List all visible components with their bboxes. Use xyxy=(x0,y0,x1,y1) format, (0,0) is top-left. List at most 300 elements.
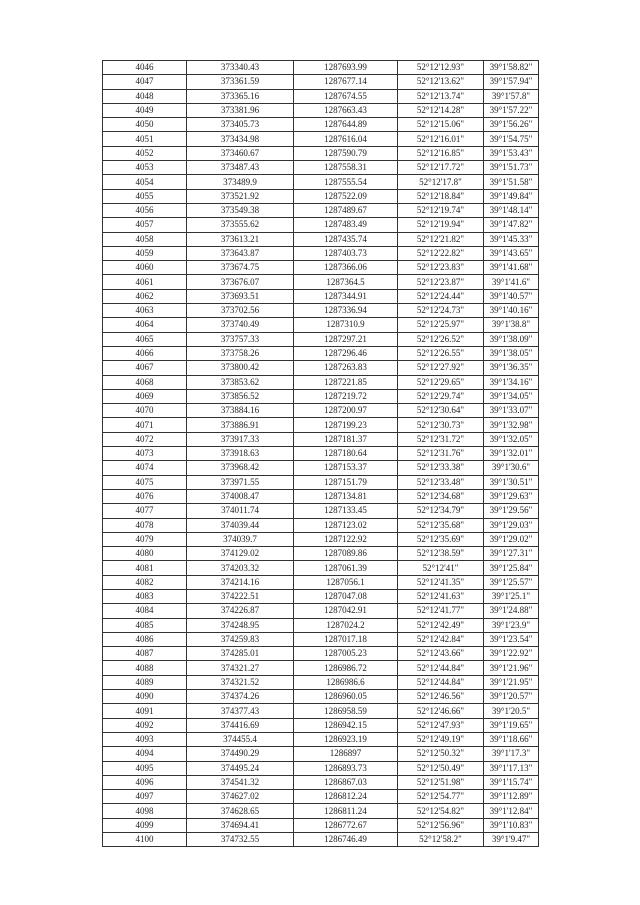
latitude-cell: 52°12'19.94" xyxy=(398,218,484,232)
table-row xyxy=(103,747,539,761)
y-coordinate-cell: 1286811.24 xyxy=(294,804,398,818)
x-coordinate-cell: 374008.47 xyxy=(187,489,294,503)
x-coordinate-cell: 374259.83 xyxy=(187,632,294,646)
x-coordinate-cell: 373693.51 xyxy=(187,289,294,303)
table-row xyxy=(103,761,539,775)
x-coordinate-cell: 374732.55 xyxy=(187,833,294,847)
table-row xyxy=(103,275,539,289)
latitude-cell: 52°12'22.82" xyxy=(398,246,484,260)
table-row xyxy=(103,632,539,646)
table-row xyxy=(103,618,539,632)
point-number-cell: 4076 xyxy=(103,489,187,503)
x-coordinate-cell: 373460.67 xyxy=(187,146,294,160)
table-row xyxy=(103,589,539,603)
point-number-cell: 4065 xyxy=(103,332,187,346)
table-row xyxy=(103,833,539,847)
table-row xyxy=(103,432,539,446)
x-coordinate-cell: 373381.96 xyxy=(187,103,294,117)
longitude-cell: 39°1'48.14" xyxy=(484,203,539,217)
longitude-cell: 39°1'58.82" xyxy=(484,61,539,75)
point-number-cell: 4074 xyxy=(103,461,187,475)
longitude-cell: 39°1'21.95" xyxy=(484,675,539,689)
y-coordinate-cell: 1286986.6 xyxy=(294,675,398,689)
latitude-cell: 52°12'44.84" xyxy=(398,675,484,689)
point-number-cell: 4055 xyxy=(103,189,187,203)
latitude-cell: 52°12'42.49" xyxy=(398,618,484,632)
longitude-cell: 39°1'17.13" xyxy=(484,761,539,775)
point-number-cell: 4046 xyxy=(103,61,187,75)
latitude-cell: 52°12'16.01" xyxy=(398,132,484,146)
point-number-cell: 4082 xyxy=(103,575,187,589)
y-coordinate-cell: 1287263.83 xyxy=(294,361,398,375)
longitude-cell: 39°1'20.57" xyxy=(484,690,539,704)
point-number-cell: 4094 xyxy=(103,747,187,761)
longitude-cell: 39°1'34.05" xyxy=(484,389,539,403)
x-coordinate-cell: 374039.7 xyxy=(187,532,294,546)
longitude-cell: 39°1'27.31" xyxy=(484,547,539,561)
point-number-cell: 4068 xyxy=(103,375,187,389)
point-number-cell: 4086 xyxy=(103,632,187,646)
latitude-cell: 52°12'33.48" xyxy=(398,475,484,489)
latitude-cell: 52°12'24.44" xyxy=(398,289,484,303)
point-number-cell: 4081 xyxy=(103,561,187,575)
y-coordinate-cell: 1287297.21 xyxy=(294,332,398,346)
longitude-cell: 39°1'29.56" xyxy=(484,504,539,518)
longitude-cell: 39°1'22.92" xyxy=(484,647,539,661)
x-coordinate-cell: 374011.74 xyxy=(187,504,294,518)
table-row xyxy=(103,146,539,160)
table-row xyxy=(103,690,539,704)
x-coordinate-cell: 373643.87 xyxy=(187,246,294,260)
y-coordinate-cell: 1287677.14 xyxy=(294,75,398,89)
y-coordinate-cell: 1286746.49 xyxy=(294,833,398,847)
table-row xyxy=(103,232,539,246)
x-coordinate-cell: 373405.73 xyxy=(187,118,294,132)
table-row xyxy=(103,132,539,146)
x-coordinate-cell: 374628.65 xyxy=(187,804,294,818)
point-number-cell: 4058 xyxy=(103,232,187,246)
x-coordinate-cell: 374541.32 xyxy=(187,775,294,789)
x-coordinate-cell: 374321.27 xyxy=(187,661,294,675)
table-row xyxy=(103,518,539,532)
y-coordinate-cell: 1287644.89 xyxy=(294,118,398,132)
latitude-cell: 52°12'34.79" xyxy=(398,504,484,518)
point-number-cell: 4052 xyxy=(103,146,187,160)
latitude-cell: 52°12'25.97" xyxy=(398,318,484,332)
table-row xyxy=(103,604,539,618)
latitude-cell: 52°12'12.93" xyxy=(398,61,484,75)
x-coordinate-cell: 374377.43 xyxy=(187,704,294,718)
y-coordinate-cell: 1287310.9 xyxy=(294,318,398,332)
y-coordinate-cell: 1287221.85 xyxy=(294,375,398,389)
table-row xyxy=(103,246,539,260)
y-coordinate-cell: 1287017.18 xyxy=(294,632,398,646)
point-number-cell: 4053 xyxy=(103,161,187,175)
y-coordinate-cell: 1287133.45 xyxy=(294,504,398,518)
y-coordinate-cell: 1287344.91 xyxy=(294,289,398,303)
longitude-cell: 39°1'19.65" xyxy=(484,718,539,732)
table-row xyxy=(103,203,539,217)
x-coordinate-cell: 373555.62 xyxy=(187,218,294,232)
y-coordinate-cell: 1287558.31 xyxy=(294,161,398,175)
latitude-cell: 52°12'35.69" xyxy=(398,532,484,546)
latitude-cell: 52°12'47.93" xyxy=(398,718,484,732)
latitude-cell: 52°12'13.62" xyxy=(398,75,484,89)
longitude-cell: 39°1'23.54" xyxy=(484,632,539,646)
y-coordinate-cell: 1287296.46 xyxy=(294,346,398,360)
latitude-cell: 52°12'30.73" xyxy=(398,418,484,432)
longitude-cell: 39°1'25.1" xyxy=(484,589,539,603)
table-row xyxy=(103,404,539,418)
latitude-cell: 52°12'23.83" xyxy=(398,261,484,275)
x-coordinate-cell: 373489.9 xyxy=(187,175,294,189)
table-row xyxy=(103,461,539,475)
table-row xyxy=(103,218,539,232)
latitude-cell: 52°12'14.28" xyxy=(398,103,484,117)
latitude-cell: 52°12'26.55" xyxy=(398,346,484,360)
x-coordinate-cell: 373549.38 xyxy=(187,203,294,217)
latitude-cell: 52°12'13.74" xyxy=(398,89,484,103)
x-coordinate-cell: 373853.62 xyxy=(187,375,294,389)
longitude-cell: 39°1'51.58" xyxy=(484,175,539,189)
longitude-cell: 39°1'41.6" xyxy=(484,275,539,289)
point-number-cell: 4075 xyxy=(103,475,187,489)
point-number-cell: 4088 xyxy=(103,661,187,675)
latitude-cell: 52°12'21.82" xyxy=(398,232,484,246)
x-coordinate-cell: 373676.07 xyxy=(187,275,294,289)
point-number-cell: 4059 xyxy=(103,246,187,260)
point-number-cell: 4051 xyxy=(103,132,187,146)
y-coordinate-cell: 1287522.09 xyxy=(294,189,398,203)
point-number-cell: 4062 xyxy=(103,289,187,303)
table-row xyxy=(103,547,539,561)
y-coordinate-cell: 1286923.19 xyxy=(294,732,398,746)
longitude-cell: 39°1'57.22" xyxy=(484,103,539,117)
longitude-cell: 39°1'18.66" xyxy=(484,732,539,746)
longitude-cell: 39°1'17.3" xyxy=(484,747,539,761)
point-number-cell: 4050 xyxy=(103,118,187,132)
x-coordinate-cell: 373971.55 xyxy=(187,475,294,489)
point-number-cell: 4061 xyxy=(103,275,187,289)
point-number-cell: 4093 xyxy=(103,732,187,746)
longitude-cell: 39°1'38.09" xyxy=(484,332,539,346)
y-coordinate-cell: 1287674.55 xyxy=(294,89,398,103)
latitude-cell: 52°12'34.68" xyxy=(398,489,484,503)
x-coordinate-cell: 373758.26 xyxy=(187,346,294,360)
y-coordinate-cell: 1287336.94 xyxy=(294,304,398,318)
table-row xyxy=(103,732,539,746)
table-row xyxy=(103,161,539,175)
table-row xyxy=(103,389,539,403)
x-coordinate-cell: 374222.51 xyxy=(187,589,294,603)
y-coordinate-cell: 1286942.15 xyxy=(294,718,398,732)
y-coordinate-cell: 1287663.43 xyxy=(294,103,398,117)
longitude-cell: 39°1'47.82" xyxy=(484,218,539,232)
latitude-cell: 52°12'51.98" xyxy=(398,775,484,789)
latitude-cell: 52°12'31.76" xyxy=(398,447,484,461)
table-row xyxy=(103,718,539,732)
y-coordinate-cell: 1287693.99 xyxy=(294,61,398,75)
x-coordinate-cell: 374039.44 xyxy=(187,518,294,532)
y-coordinate-cell: 1287056.1 xyxy=(294,575,398,589)
point-number-cell: 4049 xyxy=(103,103,187,117)
y-coordinate-cell: 1287200.97 xyxy=(294,404,398,418)
point-number-cell: 4056 xyxy=(103,203,187,217)
x-coordinate-cell: 373613.21 xyxy=(187,232,294,246)
longitude-cell: 39°1'10.83" xyxy=(484,818,539,832)
longitude-cell: 39°1'33.07" xyxy=(484,404,539,418)
longitude-cell: 39°1'54.75" xyxy=(484,132,539,146)
x-coordinate-cell: 374627.02 xyxy=(187,790,294,804)
x-coordinate-cell: 373918.63 xyxy=(187,447,294,461)
point-number-cell: 4047 xyxy=(103,75,187,89)
x-coordinate-cell: 374694.41 xyxy=(187,818,294,832)
latitude-cell: 52°12'58.2" xyxy=(398,833,484,847)
point-number-cell: 4077 xyxy=(103,504,187,518)
table-row xyxy=(103,189,539,203)
table-row xyxy=(103,75,539,89)
longitude-cell: 39°1'56.26" xyxy=(484,118,539,132)
latitude-cell: 52°12'27.92" xyxy=(398,361,484,375)
table-row xyxy=(103,346,539,360)
y-coordinate-cell: 1287616.04 xyxy=(294,132,398,146)
x-coordinate-cell: 374374.26 xyxy=(187,690,294,704)
coordinates-table xyxy=(102,60,539,847)
table-row xyxy=(103,332,539,346)
y-coordinate-cell: 1286897 xyxy=(294,747,398,761)
latitude-cell: 52°12'41" xyxy=(398,561,484,575)
y-coordinate-cell: 1287366.06 xyxy=(294,261,398,275)
longitude-cell: 39°1'51.73" xyxy=(484,161,539,175)
point-number-cell: 4072 xyxy=(103,432,187,446)
y-coordinate-cell: 1286772.67 xyxy=(294,818,398,832)
x-coordinate-cell: 374321.52 xyxy=(187,675,294,689)
longitude-cell: 39°1'32.01" xyxy=(484,447,539,461)
point-number-cell: 4064 xyxy=(103,318,187,332)
point-number-cell: 4048 xyxy=(103,89,187,103)
table-row xyxy=(103,804,539,818)
longitude-cell: 39°1'12.84" xyxy=(484,804,539,818)
y-coordinate-cell: 1287199.23 xyxy=(294,418,398,432)
table-row xyxy=(103,289,539,303)
point-number-cell: 4090 xyxy=(103,690,187,704)
latitude-cell: 52°12'16.85" xyxy=(398,146,484,160)
point-number-cell: 4078 xyxy=(103,518,187,532)
point-number-cell: 4079 xyxy=(103,532,187,546)
table-row xyxy=(103,304,539,318)
y-coordinate-cell: 1287089.86 xyxy=(294,547,398,561)
table-row xyxy=(103,103,539,117)
longitude-cell: 39°1'30.51" xyxy=(484,475,539,489)
y-coordinate-cell: 1287181.37 xyxy=(294,432,398,446)
latitude-cell: 52°12'46.66" xyxy=(398,704,484,718)
table-row xyxy=(103,175,539,189)
y-coordinate-cell: 1287042.91 xyxy=(294,604,398,618)
longitude-cell: 39°1'29.63" xyxy=(484,489,539,503)
point-number-cell: 4069 xyxy=(103,389,187,403)
y-coordinate-cell: 1287024.2 xyxy=(294,618,398,632)
x-coordinate-cell: 373674.75 xyxy=(187,261,294,275)
latitude-cell: 52°12'23.87" xyxy=(398,275,484,289)
table-row xyxy=(103,775,539,789)
y-coordinate-cell: 1287435.74 xyxy=(294,232,398,246)
latitude-cell: 52°12'18.84" xyxy=(398,189,484,203)
latitude-cell: 52°12'24.73" xyxy=(398,304,484,318)
latitude-cell: 52°12'41.63" xyxy=(398,589,484,603)
table-row xyxy=(103,89,539,103)
latitude-cell: 52°12'33.38" xyxy=(398,461,484,475)
latitude-cell: 52°12'46.56" xyxy=(398,690,484,704)
longitude-cell: 39°1'34.16" xyxy=(484,375,539,389)
longitude-cell: 39°1'41.68" xyxy=(484,261,539,275)
latitude-cell: 52°12'17.72" xyxy=(398,161,484,175)
table-row xyxy=(103,532,539,546)
x-coordinate-cell: 373434.98 xyxy=(187,132,294,146)
y-coordinate-cell: 1287153.37 xyxy=(294,461,398,475)
x-coordinate-cell: 373884.16 xyxy=(187,404,294,418)
longitude-cell: 39°1'30.6" xyxy=(484,461,539,475)
point-number-cell: 4089 xyxy=(103,675,187,689)
x-coordinate-cell: 373340.43 xyxy=(187,61,294,75)
point-number-cell: 4073 xyxy=(103,447,187,461)
point-number-cell: 4099 xyxy=(103,818,187,832)
latitude-cell: 52°12'54.77" xyxy=(398,790,484,804)
latitude-cell: 52°12'41.35" xyxy=(398,575,484,589)
table-row xyxy=(103,375,539,389)
y-coordinate-cell: 1286960.05 xyxy=(294,690,398,704)
x-coordinate-cell: 373800.42 xyxy=(187,361,294,375)
latitude-cell: 52°12'38.59" xyxy=(398,547,484,561)
x-coordinate-cell: 373886.91 xyxy=(187,418,294,432)
table-row xyxy=(103,418,539,432)
y-coordinate-cell: 1287590.79 xyxy=(294,146,398,160)
longitude-cell: 39°1'32.98" xyxy=(484,418,539,432)
latitude-cell: 52°12'35.68" xyxy=(398,518,484,532)
latitude-cell: 52°12'56.96" xyxy=(398,818,484,832)
table-row xyxy=(103,61,539,75)
point-number-cell: 4091 xyxy=(103,704,187,718)
x-coordinate-cell: 373702.56 xyxy=(187,304,294,318)
x-coordinate-cell: 373856.52 xyxy=(187,389,294,403)
table-row xyxy=(103,447,539,461)
y-coordinate-cell: 1287489.67 xyxy=(294,203,398,217)
y-coordinate-cell: 1287123.02 xyxy=(294,518,398,532)
longitude-cell: 39°1'32.05" xyxy=(484,432,539,446)
latitude-cell: 52°12'19.74" xyxy=(398,203,484,217)
point-number-cell: 4083 xyxy=(103,589,187,603)
coordinates-table-body xyxy=(103,61,539,847)
y-coordinate-cell: 1287180.64 xyxy=(294,447,398,461)
x-coordinate-cell: 374416.69 xyxy=(187,718,294,732)
x-coordinate-cell: 373740.49 xyxy=(187,318,294,332)
x-coordinate-cell: 373365.16 xyxy=(187,89,294,103)
x-coordinate-cell: 374455.4 xyxy=(187,732,294,746)
latitude-cell: 52°12'49.19" xyxy=(398,732,484,746)
latitude-cell: 52°12'15.06" xyxy=(398,118,484,132)
y-coordinate-cell: 1287061.39 xyxy=(294,561,398,575)
y-coordinate-cell: 1287047.08 xyxy=(294,589,398,603)
point-number-cell: 4067 xyxy=(103,361,187,375)
longitude-cell: 39°1'49.84" xyxy=(484,189,539,203)
table-row xyxy=(103,118,539,132)
latitude-cell: 52°12'44.84" xyxy=(398,661,484,675)
latitude-cell: 52°12'41.77" xyxy=(398,604,484,618)
point-number-cell: 4060 xyxy=(103,261,187,275)
y-coordinate-cell: 1286867.03 xyxy=(294,775,398,789)
y-coordinate-cell: 1287134.81 xyxy=(294,489,398,503)
point-number-cell: 4092 xyxy=(103,718,187,732)
table-row xyxy=(103,561,539,575)
x-coordinate-cell: 374490.29 xyxy=(187,747,294,761)
longitude-cell: 39°1'29.02" xyxy=(484,532,539,546)
longitude-cell: 39°1'25.57" xyxy=(484,575,539,589)
table-row xyxy=(103,318,539,332)
longitude-cell: 39°1'29.03" xyxy=(484,518,539,532)
x-coordinate-cell: 374214.16 xyxy=(187,575,294,589)
latitude-cell: 52°12'30.64" xyxy=(398,404,484,418)
point-number-cell: 4054 xyxy=(103,175,187,189)
x-coordinate-cell: 374203.32 xyxy=(187,561,294,575)
y-coordinate-cell: 1286893.73 xyxy=(294,761,398,775)
x-coordinate-cell: 374495.24 xyxy=(187,761,294,775)
longitude-cell: 39°1'25.84" xyxy=(484,561,539,575)
longitude-cell: 39°1'40.16" xyxy=(484,304,539,318)
latitude-cell: 52°12'29.74" xyxy=(398,389,484,403)
y-coordinate-cell: 1287151.79 xyxy=(294,475,398,489)
longitude-cell: 39°1'40.57" xyxy=(484,289,539,303)
longitude-cell: 39°1'21.96" xyxy=(484,661,539,675)
y-coordinate-cell: 1287364.5 xyxy=(294,275,398,289)
longitude-cell: 39°1'24.88" xyxy=(484,604,539,618)
point-number-cell: 4087 xyxy=(103,647,187,661)
x-coordinate-cell: 374226.87 xyxy=(187,604,294,618)
x-coordinate-cell: 373521.92 xyxy=(187,189,294,203)
latitude-cell: 52°12'43.66" xyxy=(398,647,484,661)
latitude-cell: 52°12'54.82" xyxy=(398,804,484,818)
table-row xyxy=(103,675,539,689)
point-number-cell: 4080 xyxy=(103,547,187,561)
point-number-cell: 4085 xyxy=(103,618,187,632)
point-number-cell: 4070 xyxy=(103,404,187,418)
point-number-cell: 4097 xyxy=(103,790,187,804)
x-coordinate-cell: 374285.01 xyxy=(187,647,294,661)
table-row xyxy=(103,647,539,661)
table-row xyxy=(103,361,539,375)
x-coordinate-cell: 373487.43 xyxy=(187,161,294,175)
x-coordinate-cell: 373917.33 xyxy=(187,432,294,446)
point-number-cell: 4096 xyxy=(103,775,187,789)
x-coordinate-cell: 373757.33 xyxy=(187,332,294,346)
latitude-cell: 52°12'31.72" xyxy=(398,432,484,446)
y-coordinate-cell: 1287122.92 xyxy=(294,532,398,546)
longitude-cell: 39°1'38.05" xyxy=(484,346,539,360)
longitude-cell: 39°1'9.47" xyxy=(484,833,539,847)
longitude-cell: 39°1'15.74" xyxy=(484,775,539,789)
x-coordinate-cell: 374129.02 xyxy=(187,547,294,561)
longitude-cell: 39°1'43.65" xyxy=(484,246,539,260)
y-coordinate-cell: 1287555.54 xyxy=(294,175,398,189)
longitude-cell: 39°1'57.94" xyxy=(484,75,539,89)
longitude-cell: 39°1'36.35" xyxy=(484,361,539,375)
x-coordinate-cell: 373361.59 xyxy=(187,75,294,89)
latitude-cell: 52°12'42.84" xyxy=(398,632,484,646)
table-row xyxy=(103,261,539,275)
latitude-cell: 52°12'50.32" xyxy=(398,747,484,761)
y-coordinate-cell: 1286812.24 xyxy=(294,790,398,804)
y-coordinate-cell: 1287483.49 xyxy=(294,218,398,232)
point-number-cell: 4071 xyxy=(103,418,187,432)
longitude-cell: 39°1'57.8" xyxy=(484,89,539,103)
